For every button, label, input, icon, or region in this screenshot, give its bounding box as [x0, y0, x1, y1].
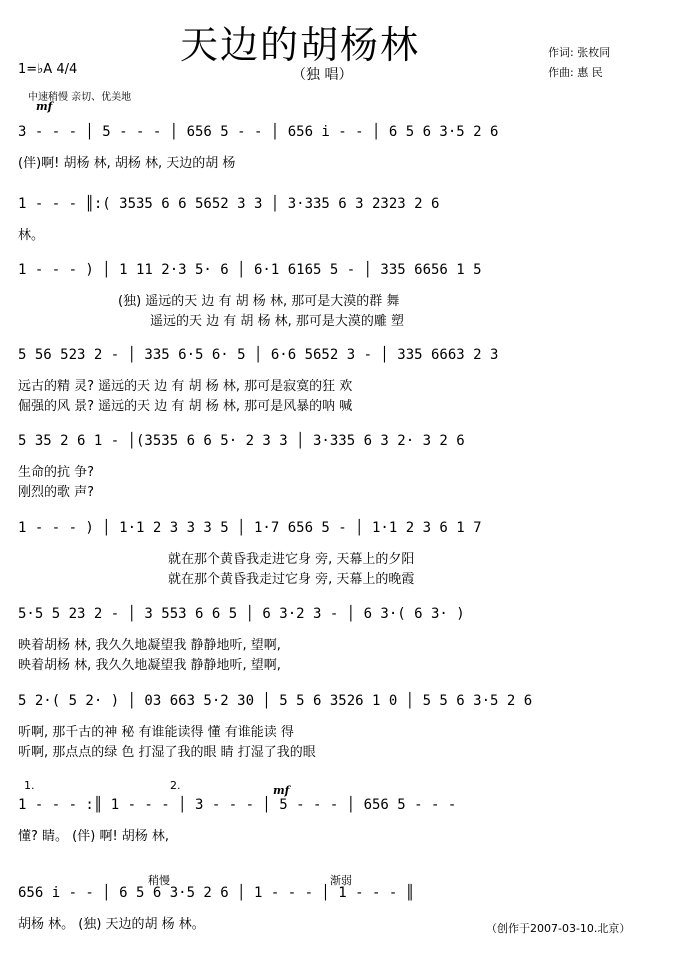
lyric-line-1: 胡杨 林。 (独) 天边的胡 杨 林。 [18, 917, 205, 932]
lyric-line-1: 生命的抗 争? [18, 465, 95, 480]
creation-note: （创作于2007-03-10.北京） [486, 922, 631, 935]
lyric-line-1: 林。 [18, 228, 45, 243]
fading-marking: 渐弱 [330, 874, 352, 887]
lyric-line-2: 映着胡杨 林, 我久久地凝望我 静静地听, 望啊, [18, 658, 281, 673]
notation-row: 1 - - - ║:( 3535 6 6 5652 3 3 │ 3·335 6 3 2323 2 6 [18, 196, 440, 212]
lyric-line-1: 远古的精 灵? 遥远的天 边 有 胡 杨 林, 那可是寂寞的狂 欢 [18, 379, 353, 394]
notation-row: 5 2·( 5 2· ) │ 03 663 5·2 30 │ 5 5 6 3526 1 0 │ 5 5 6 3·5 2 6 [18, 693, 533, 709]
page-title: 天边的胡杨林 [180, 23, 421, 67]
lyric-line-2: 就在那个黄昏我走过它身 旁, 天幕上的晚霞 [168, 572, 415, 587]
key-signature: 1=♭A 4/4 [18, 62, 78, 77]
subtitle: （独 唱） [292, 67, 353, 83]
notation-row: 5·5 5 23 2 - │ 3 553 6 6 5 │ 6 3·2 3 - │ 6 3·( 6 3· ) [18, 606, 465, 622]
notation-row: 5 56 523 2 - │ 335 6·5 6· 5 │ 6·6 5652 3 - │ 335 6663 2 3 [18, 347, 499, 363]
volta-second-ending: 2. [170, 779, 181, 792]
tempo-marking: 中速稍慢 亲切、优美地 [28, 92, 132, 103]
notation-row: 1 - - - :║ 1 - - - │ 3 - - - │ 5 - - - │ 656 5 - - - [18, 797, 457, 813]
lyric-line-1: 映着胡杨 林, 我久久地凝望我 静静地听, 望啊, [18, 638, 281, 653]
lyric-line-2: 刚烈的歌 声? [18, 485, 95, 500]
volta-first-ending: 1. [24, 779, 35, 792]
composer-credit: 作曲: 惠 民 [548, 66, 603, 79]
lyric-line-1: 懂? 睛。 (伴) 啊! 胡杨 林, [18, 829, 170, 844]
lyric-line-2: 听啊, 那点点的绿 色 打湿了我的眼 睛 打湿了我的眼 [18, 745, 316, 760]
notation-row: 1 - - - ) │ 1·1 2 3 3 3 5 │ 1·7 656 5 - │ 1·1 2 3 6 1 7 [18, 520, 482, 536]
lyric-line-1: 听啊, 那千古的神 秘 有谁能读得 懂 有谁能读 得 [18, 725, 294, 740]
notation-row: 656 i - - │ 6 5 6 3·5 2 6 │ 1 - - - │ 1 - - - ║ [18, 885, 415, 901]
dynamic-mf-start: mf [36, 100, 53, 113]
notation-row: 3 - - - │ 5 - - - │ 656 5 - - │ 656 i - - │ 6 5 6 3·5 2 6 [18, 124, 499, 140]
lyric-line-1: (独) 遥远的天 边 有 胡 杨 林, 那可是大漠的群 舞 [118, 294, 400, 309]
lyric-line-1: (伴)啊! 胡杨 林, 胡杨 林, 天边的胡 杨 [18, 156, 236, 171]
notation-row: 1 - - - ) │ 1 11 2·3 5· 6 │ 6·1 6165 5 - │ 335 6656 1 5 [18, 262, 482, 278]
notation-row: 5 35 2 6 1 - │(3535 6 6 5· 2 3 3 │ 3·335 6 3 2· 3 2 6 [18, 433, 465, 449]
lyricist-credit: 作词: 张枚同 [548, 46, 611, 59]
slower-marking: 稍慢 [148, 874, 170, 887]
lyric-line-2: 倔强的风 景? 遥远的天 边 有 胡 杨 林, 那可是风暴的呐 喊 [18, 399, 353, 414]
lyric-line-1: 就在那个黄昏我走进它身 旁, 天幕上的夕阳 [168, 552, 415, 567]
lyric-line-2: 遥远的天 边 有 胡 杨 林, 那可是大漠的雕 塑 [150, 314, 405, 329]
dynamic-mf-second: mf [273, 784, 290, 797]
